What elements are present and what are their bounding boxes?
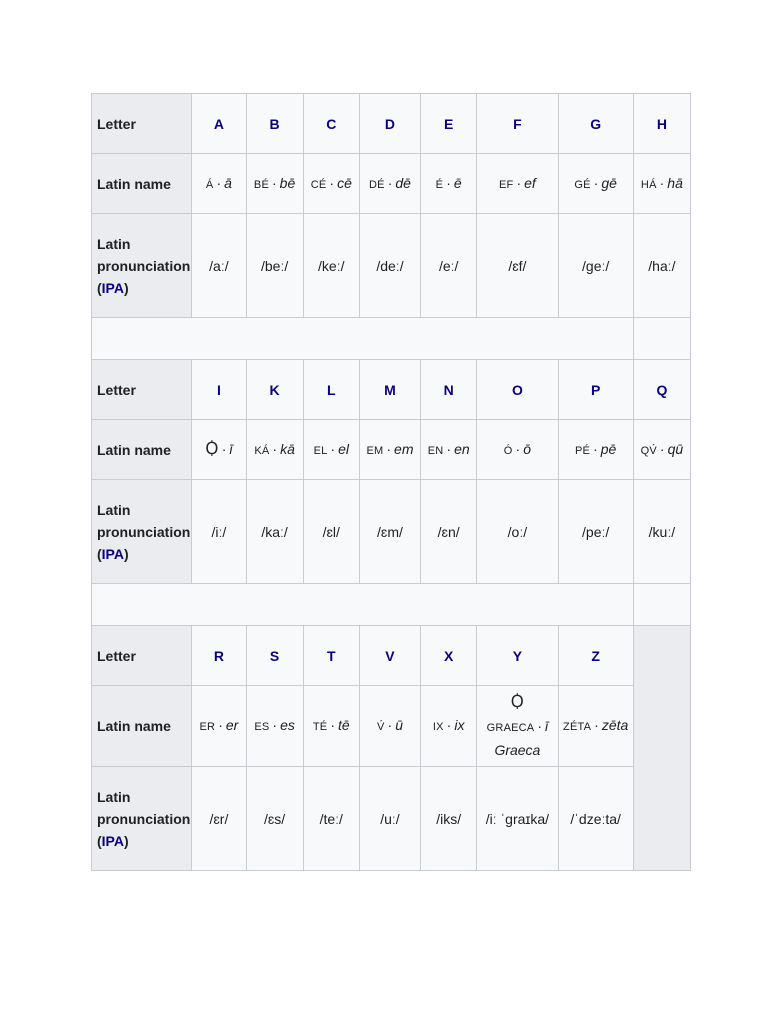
- name-separator: ·: [330, 717, 335, 733]
- letter-cell[interactable]: K: [246, 360, 303, 420]
- latin-name-cell: [359, 686, 420, 767]
- spacer-cell: [633, 318, 690, 360]
- name-separator: ·: [446, 717, 452, 733]
- italic-name: bē: [279, 174, 296, 191]
- latin-name-cell: [477, 154, 558, 214]
- pronunciation-cell: /oː/: [477, 480, 558, 584]
- name-separator: ·: [387, 174, 393, 191]
- small-caps-name: Ó: [503, 444, 513, 457]
- italic-name: ū: [395, 717, 403, 733]
- letter-cell[interactable]: C: [303, 94, 359, 154]
- pronunciation-cell: /ɛl/: [303, 480, 359, 584]
- pronunciation-cell: /kaː/: [246, 480, 303, 584]
- pronunciation-cell: /ˈdzeːta/: [558, 767, 633, 871]
- row-header-letter: Letter: [92, 360, 192, 420]
- ipa-link[interactable]: IPA: [101, 545, 124, 562]
- latin-name-cell: [421, 686, 477, 767]
- row-header-pron-suffix: ): [123, 832, 129, 849]
- small-caps-name: IX: [432, 721, 444, 733]
- italic-name: en: [454, 440, 470, 457]
- ipa-link[interactable]: IPA: [101, 832, 124, 849]
- empty-cell: [633, 626, 690, 871]
- letter-cell[interactable]: A: [192, 94, 246, 154]
- latin-name-cell: [558, 686, 633, 767]
- spacer-cell: [92, 318, 634, 360]
- name-separator: ·: [386, 440, 392, 457]
- row-header-letter: Letter: [92, 626, 192, 686]
- pronunciation-cell: /eː/: [421, 214, 477, 318]
- name-separator: ·: [594, 717, 599, 733]
- row-header-pron-suffix: ): [123, 279, 129, 296]
- small-caps-name: EN: [427, 444, 444, 457]
- small-caps-name: CÉ: [310, 178, 327, 191]
- small-caps-name: [205, 438, 219, 458]
- pronunciation-cell: /uː/: [359, 767, 420, 871]
- latin-name-cell: [558, 154, 633, 214]
- letter-row: [92, 626, 691, 686]
- italic-name: el: [338, 440, 349, 457]
- pronunciation-cell: /kuː/: [633, 480, 690, 584]
- latin-name-cell: [477, 420, 558, 480]
- row-header-pron-prefix: Latin pronunciation (: [97, 235, 191, 296]
- name-separator: ·: [446, 174, 451, 191]
- small-caps-name: EF: [498, 178, 514, 191]
- small-caps-name: Á: [205, 178, 214, 191]
- italic-name: ē: [453, 174, 462, 191]
- name-separator: ·: [537, 718, 542, 734]
- long-i-glyph: Ꟁ: [205, 438, 219, 458]
- letter-cell[interactable]: I: [192, 360, 246, 420]
- latin-name-cell: [421, 154, 477, 214]
- latin-alphabet-table: [91, 93, 691, 871]
- latin-name-cell: [359, 420, 420, 480]
- small-caps-name: V́: [376, 721, 385, 733]
- letter-cell[interactable]: P: [558, 360, 633, 420]
- pronunciation-row: [92, 480, 691, 584]
- italic-name: dē: [395, 174, 411, 191]
- latin-name-cell: [246, 686, 303, 767]
- pronunciation-cell: /keː/: [303, 214, 359, 318]
- name-separator: ·: [659, 440, 665, 457]
- italic-name: ā: [224, 174, 232, 191]
- letter-cell[interactable]: D: [359, 94, 420, 154]
- italic-name: ef: [524, 174, 536, 191]
- italic-name: gē: [601, 174, 617, 191]
- small-caps-name: QV́: [640, 444, 657, 457]
- small-caps-name: DÉ: [369, 178, 385, 191]
- latin-name-cell: [558, 420, 633, 480]
- pronunciation-row: [92, 767, 691, 871]
- letter-cell[interactable]: R: [192, 626, 246, 686]
- pronunciation-cell: /peː/: [558, 480, 633, 584]
- italic-name: es: [280, 717, 295, 733]
- letter-row: [92, 94, 691, 154]
- name-separator: ·: [216, 174, 222, 191]
- letter-cell[interactable]: B: [246, 94, 303, 154]
- letter-cell[interactable]: Z: [558, 626, 633, 686]
- latin-name-row: [92, 686, 691, 767]
- letter-cell[interactable]: M: [359, 360, 420, 420]
- ipa-link[interactable]: IPA: [101, 279, 124, 296]
- letter-cell[interactable]: S: [246, 626, 303, 686]
- small-caps-name: BÉ: [253, 178, 269, 191]
- latin-name-cell: [477, 686, 558, 767]
- latin-name-cell: [421, 420, 477, 480]
- letter-row: [92, 360, 691, 420]
- row-header-pronunciation: [92, 214, 192, 318]
- small-caps-name: Ꟁ GRAECA: [486, 692, 535, 734]
- small-caps-name: PÉ: [574, 444, 591, 457]
- name-separator: ·: [515, 440, 521, 457]
- row-header-pron-prefix: Latin pronunciation (: [97, 501, 191, 562]
- letter-cell[interactable]: O: [477, 360, 558, 420]
- letter-cell[interactable]: Y: [477, 626, 558, 686]
- name-separator: ·: [593, 174, 599, 191]
- spacer-cell: [633, 584, 690, 626]
- pronunciation-cell: /teː/: [303, 767, 359, 871]
- pronunciation-cell: /beː/: [246, 214, 303, 318]
- spacer-row: [92, 318, 691, 360]
- letter-cell[interactable]: E: [421, 94, 477, 154]
- pronunciation-cell: /ɛf/: [477, 214, 558, 318]
- letter-cell[interactable]: H: [633, 94, 690, 154]
- small-caps-name: ES: [254, 721, 270, 733]
- small-caps-name: ER: [199, 721, 216, 733]
- italic-name: tē: [338, 717, 350, 733]
- latin-name-cell: [633, 420, 690, 480]
- small-caps-name: TÉ: [312, 721, 328, 733]
- italic-name: pē: [600, 440, 617, 457]
- italic-name: em: [394, 440, 414, 457]
- latin-name-cell: [359, 154, 420, 214]
- small-caps-name: EL: [313, 444, 328, 457]
- row-header-latin-name: Latin name: [92, 420, 192, 480]
- name-separator: ·: [387, 717, 393, 733]
- name-separator: ·: [516, 174, 522, 191]
- latin-name-cell: [192, 686, 246, 767]
- letter-cell[interactable]: G: [558, 94, 633, 154]
- latin-name-cell: [633, 154, 690, 214]
- small-caps-name: KÁ: [254, 444, 270, 457]
- row-header-latin-name: Latin name: [92, 154, 192, 214]
- row-header-pronunciation: [92, 767, 192, 871]
- latin-name-row: [92, 420, 691, 480]
- pronunciation-cell: /ɛm/: [359, 480, 420, 584]
- name-separator: ·: [593, 440, 598, 457]
- italic-name: er: [225, 717, 239, 733]
- row-header-pron-suffix: ): [123, 545, 129, 562]
- letter-cell[interactable]: F: [477, 94, 558, 154]
- pronunciation-cell: /aː/: [192, 214, 246, 318]
- pronunciation-cell: /deː/: [359, 214, 420, 318]
- pronunciation-cell: /iː ˈɡraɪka/: [477, 767, 558, 871]
- italic-name: qū: [667, 440, 684, 457]
- letter-cell[interactable]: X: [421, 626, 477, 686]
- name-separator: ·: [272, 174, 277, 191]
- small-caps-name: HÁ: [640, 178, 657, 191]
- long-i-glyph: Ꟁ: [510, 692, 525, 711]
- small-caps-name: ZÉTA: [563, 721, 592, 733]
- pronunciation-cell: /ɛs/: [246, 767, 303, 871]
- letter-cell[interactable]: N: [421, 360, 477, 420]
- italic-name: kā: [280, 440, 295, 457]
- latin-name-cell: [303, 686, 359, 767]
- italic-name: hā: [667, 174, 683, 191]
- latin-name-cell: [303, 154, 359, 214]
- small-caps-name: É: [435, 178, 444, 191]
- latin-name-row: [92, 154, 691, 214]
- name-separator: ·: [272, 440, 278, 457]
- latin-name-cell: [192, 420, 246, 480]
- name-separator: ·: [218, 717, 223, 733]
- name-separator: ·: [221, 440, 227, 457]
- pronunciation-row: [92, 214, 691, 318]
- latin-name-cell: [246, 154, 303, 214]
- latin-name-cell: [303, 420, 359, 480]
- name-separator: ·: [446, 440, 452, 457]
- name-separator: ·: [330, 440, 336, 457]
- italic-name: zēta: [601, 717, 629, 733]
- pronunciation-cell: /iks/: [421, 767, 477, 871]
- pronunciation-cell: /ɛn/: [421, 480, 477, 584]
- latin-name-cell: [192, 154, 246, 214]
- row-header-pron-prefix: Latin pronunciation (: [97, 788, 191, 849]
- italic-name: ix: [454, 717, 465, 733]
- row-header-pronunciation: [92, 480, 192, 584]
- italic-name: ī: [229, 440, 233, 457]
- row-header-letter: Letter: [92, 94, 192, 154]
- letter-cell[interactable]: Q: [633, 360, 690, 420]
- name-separator: ·: [272, 717, 278, 733]
- pronunciation-cell: /haː/: [633, 214, 690, 318]
- small-caps-name: EM: [366, 444, 384, 457]
- italic-name: ō: [523, 440, 532, 457]
- italic-name: ī Graeca: [494, 718, 549, 758]
- name-separator: ·: [329, 174, 335, 191]
- pronunciation-cell: /ɛr/: [192, 767, 246, 871]
- letter-cell[interactable]: V: [359, 626, 420, 686]
- spacer-cell: [92, 584, 634, 626]
- italic-name: cē: [337, 174, 352, 191]
- latin-name-cell: [246, 420, 303, 480]
- pronunciation-cell: /ɡeː/: [558, 214, 633, 318]
- row-header-latin-name: Latin name: [92, 686, 192, 767]
- letter-cell[interactable]: T: [303, 626, 359, 686]
- name-separator: ·: [659, 174, 665, 191]
- small-caps-name: GÉ: [574, 178, 591, 191]
- pronunciation-cell: /iː/: [192, 480, 246, 584]
- letter-cell[interactable]: L: [303, 360, 359, 420]
- spacer-row: [92, 584, 691, 626]
